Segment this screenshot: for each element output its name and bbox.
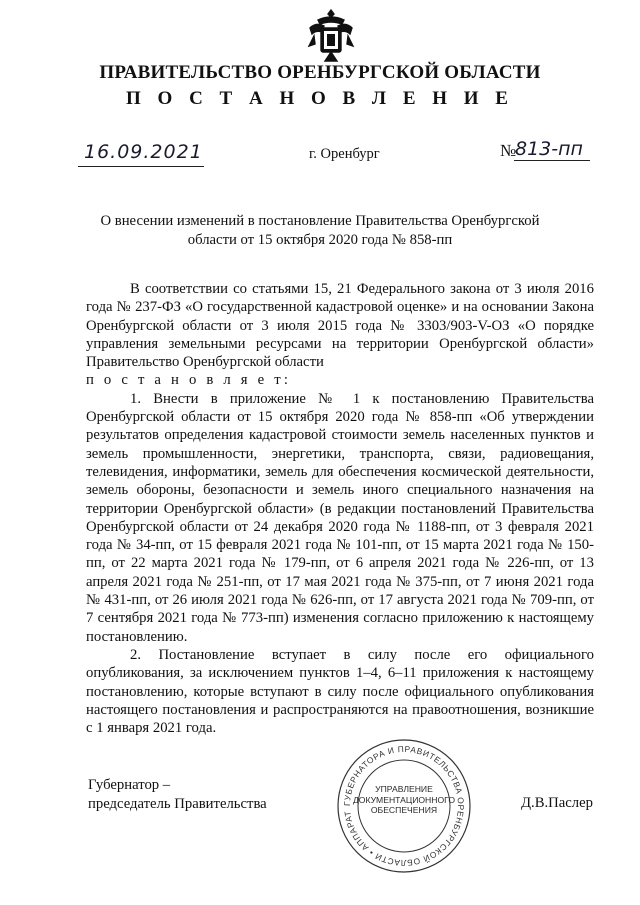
number-underline: [514, 160, 590, 161]
document-date: 16.09.2021: [84, 141, 203, 163]
stamp-line-1: УПРАВЛЕНИЕ: [375, 784, 433, 794]
coat-of-arms-emblem: [300, 6, 362, 66]
signer-position-line-2: председатель Правительства: [88, 796, 267, 812]
number-label: №: [500, 141, 517, 160]
signer-position-line-1: Губернатор –: [88, 777, 171, 793]
stamp-ring-text: ГУБЕРНАТОРА И ПРАВИТЕЛЬСТВА ОРЕНБУРГСКОЙ ОБЛАСТИ • АППАРАТ: [341, 743, 467, 869]
document-subject: О внесении изменений в постановление Правительства Оренбургской области от 15 октября 2020 года № 858-пп: [100, 213, 540, 248]
signer-name: Д.В.Паслер: [521, 795, 593, 811]
item-1-paragraph: 1. Внести в приложение № 1 к постановлению Правительства Оренбургской области от 15 октября 2020 года № 858-пп «Об утверждении результатов определения кадастровой стоимости земель населенных пунктов и земель промышленности, энергетики, транспорта, связи, радиовещания, телевидения, информатики, земель для обеспечения космической деятельности, земель обороны, безопасности и земель иного специального назначения на территории Оренбургской области» (в редакции постановлений Правительства Оренбургской области от 24 декабря 2020 года № 1188-пп, от 3 февраля 2021 года № 34-пп, от 15 февраля 2021 года № 101-пп, от 15 марта 2021 года № 150-пп, от 22 марта 2021 года № 179-пп, от 6 апреля 2021 года № 226-пп, от 13 апреля 2021 года № 251-пп, от 17 мая 2021 года № 375-пп, от 7 июня 2021 года № 431-пп, от 26 июля 2021 года № 626-пп, от 17 августа 2021 года № 709-пп, от 7 сентября 2021 года № 773-пп) изменения согласно приложению к настоящему постановлению.: [86, 390, 594, 645]
signer-position: [88, 776, 267, 814]
stamp-line-3: ОБЕСПЕЧЕНИЯ: [370, 805, 438, 815]
government-title: ПРАВИТЕЛЬСТВО ОРЕНБУРГСКОЙ ОБЛАСТИ: [99, 62, 541, 83]
stamp-line-2: ДОКУМЕНТАЦИОННОГО: [352, 794, 456, 805]
document-city: г. Оренбург: [309, 146, 380, 162]
stamp-center-text: [336, 784, 472, 816]
item-2-paragraph: 2. Постановление вступает в силу после его официального опубликования, за исключением пунктов 1–4, 6–11 приложения к настоящему постановлению, которые вступают в силу после официального опубликования настоящего постановления и распространяются на правоотношения, возникшие с 1 января 2021 года.: [86, 646, 594, 737]
intro-paragraph: В соответствии со статьями 15, 21 Федерального закона от 3 июля 2016 года № 237-ФЗ «О государственной кадастровой оценке» и на основании Закона Оренбургской области от 3 июля 2015 года № 3303/903-V-ОЗ «О порядке управления земельными ресурсами на территории Оренбургской области» Правительство Оренбургской области: [86, 281, 594, 371]
document-body: [86, 280, 594, 737]
decree-word: п о с т а н о в л я е т:: [86, 372, 292, 389]
document-number: 813-пп: [515, 138, 583, 160]
document-type-title: П О С Т А Н О В Л Е Н И Е: [126, 88, 514, 109]
